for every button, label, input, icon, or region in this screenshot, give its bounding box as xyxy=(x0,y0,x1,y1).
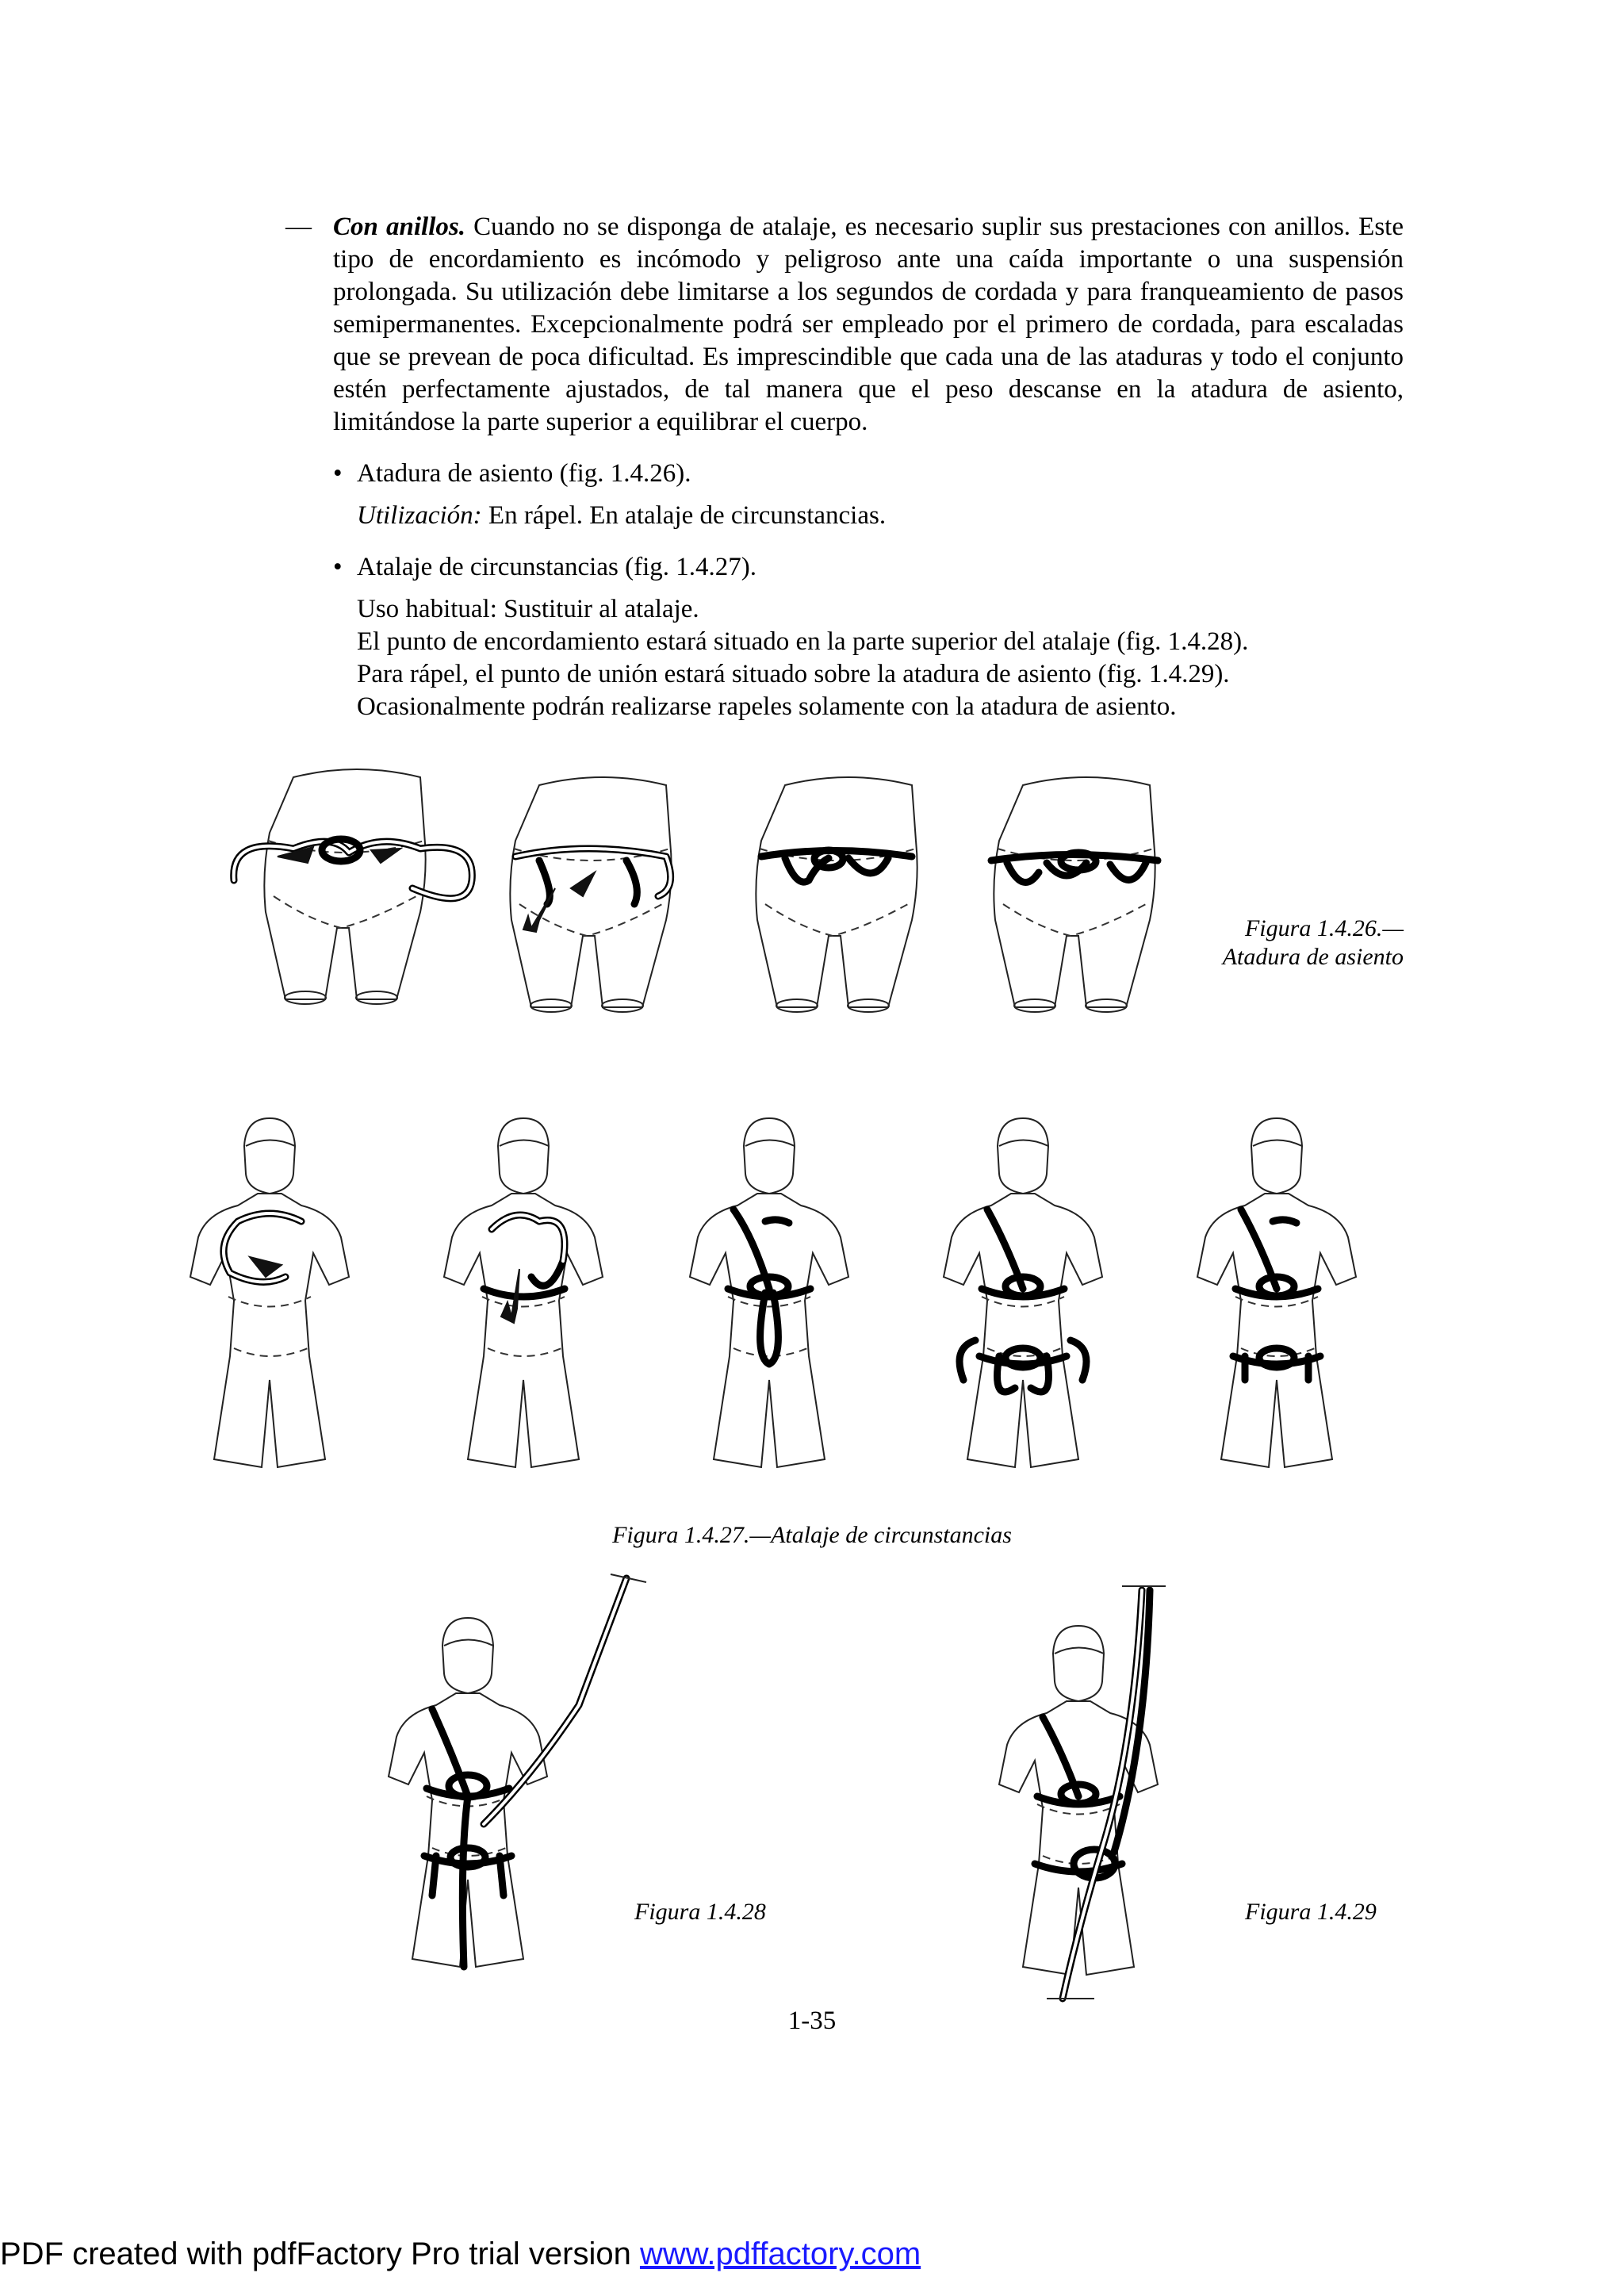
figure-1-4-26-caption xyxy=(1205,914,1404,972)
bullet-atalaje-de-circunstancias xyxy=(285,551,1404,584)
figure-1-4-27-caption: Figura 1.4.27.—Atalaje de circunstancias xyxy=(612,1522,1012,1548)
bullet-label: Atalaje de circunstancias (fig. 1.4.27). xyxy=(357,553,756,581)
figure-1-4-29-caption: Figura 1.4.29 xyxy=(1245,1899,1377,1925)
figure-1-4-26-illustration xyxy=(230,753,1229,1015)
bullet1-details xyxy=(285,500,1404,532)
bullet-dot: • xyxy=(333,553,343,581)
detail-line: Ocasionalmente podrán realizarse rapeles solamente con la atadura de asiento. xyxy=(357,692,1177,721)
utilizacion-label: Utilización: xyxy=(357,501,482,530)
bullet2-details xyxy=(285,593,1404,723)
figure-1-4-28-illustration xyxy=(373,1570,658,2014)
figure-1-4-27-illustration xyxy=(182,1110,1451,1483)
footer-link[interactable]: www.pdffactory.com xyxy=(639,2237,921,2271)
caption-line: Figura 1.4.26.— xyxy=(1244,915,1404,941)
footer-text: PDF created with pdfFactory Pro trial version xyxy=(0,2237,640,2271)
bullet-atadura-de-asiento xyxy=(285,458,1404,490)
utilizacion-line xyxy=(357,500,1404,532)
figure-1-4-28-caption: Figura 1.4.28 xyxy=(634,1899,766,1925)
detail-line: Para rápel, el punto de unión estará situado sobre la atadura de asiento (fig. 1.4.29). xyxy=(357,660,1230,688)
em-dash: — xyxy=(285,213,312,241)
paragraph-lead: Con anillos. xyxy=(333,213,465,241)
utilizacion-text: En rápel. En atalaje de circunstancias. xyxy=(481,501,887,530)
detail-line: El punto de encordamiento estará situado en la parte superior del atalaje (fig. 1.4.28). xyxy=(357,627,1249,656)
paragraph-con-anillos xyxy=(285,211,1404,439)
bullet-label: Atadura de asiento (fig. 1.4.26). xyxy=(357,459,691,488)
body-text xyxy=(285,211,1404,723)
pdf-footer xyxy=(0,2237,1624,2272)
bullet-dot: • xyxy=(333,459,343,488)
paragraph-body: Cuando no se disponga de atalaje, es necesario suplir sus prestaciones con anillos. Este tipo de encordamiento es incómodo y peligroso ante una caída importante o una suspensión prolongada. Su utilización debe limitarse a los segundos de cordada y para franqueamiento de pasos semipermanentes. Excepcionalmente podrá ser empleado por el primero de cordada, para escaladas que se prevean de poca dificultad. Es imprescindible que cada una de las ataduras y todo el conjunto estén perfectamente ajustados, de tal manera que el peso descanse en la atadura de asiento, limitándose la parte superior a equilibrar el cuerpo. xyxy=(333,213,1404,436)
detail-line: Uso habitual: Sustituir al atalaje. xyxy=(357,595,699,623)
figure-1-4-29-illustration xyxy=(983,1578,1269,2007)
page-number: 1-35 xyxy=(787,2007,837,2035)
caption-line: Atadura de asiento xyxy=(1222,944,1404,970)
